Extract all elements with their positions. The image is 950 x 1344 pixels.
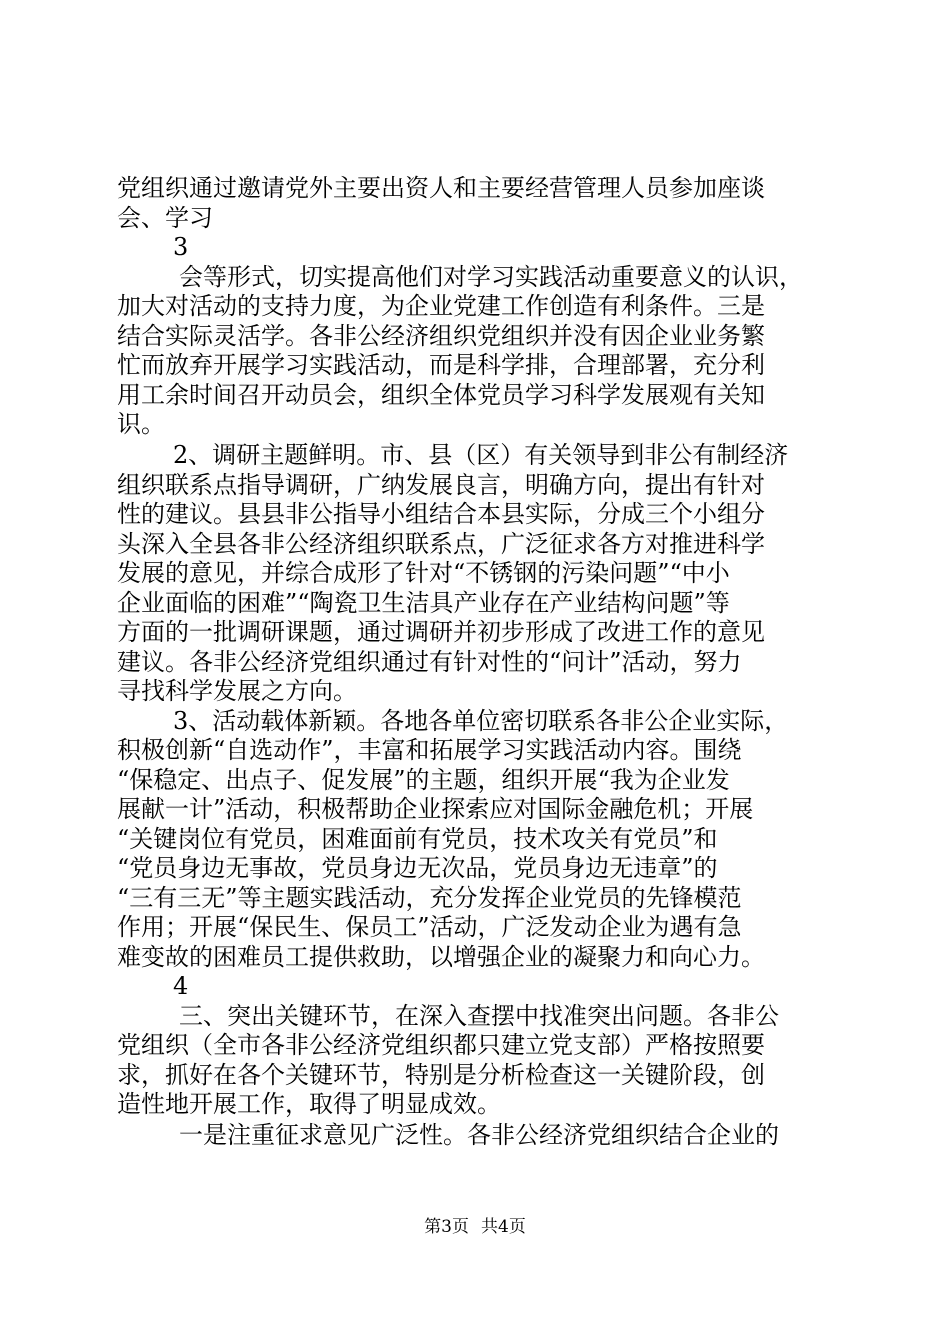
text-line: 忙而放弃开展学习实践活动，而是科学排，合理部署，充分利 [117,351,765,379]
text-line: 作用；开展“保民生、保员工”活动，广泛发动企业为遇有急 [117,913,742,941]
text-line: 党组织（全市各非公经济党组织都只建立党支部）严格按照要 [117,1031,765,1059]
text-line: 性的建议。县县非公指导小组结合本县实际，分成三个小组分 [117,500,765,528]
document-body [117,174,833,1151]
text-line: 造性地开展工作，取得了明显成效。 [117,1090,501,1118]
text-line: “三有三无”等主题实践活动，充分发挥企业党员的先锋模范 [117,883,742,912]
text-line: 寻找科学发展之方向。 [117,677,357,705]
page-footer [0,1216,950,1238]
text-line: 结合实际灵活学。各非公经济组织党组织并没有因企业业务繁 [117,321,765,350]
text-line: 方面的一批调研课题，通过调研并初步形成了改进工作的意见 [117,618,765,646]
text-line: 难变故的困难员工提供救助，以增强企业的凝聚力和向心力。 [117,942,765,971]
text-line: “关键岗位有党员，困难面前有党员，技术攻关有党员”和 [117,824,718,853]
page-marker: 3 [173,233,189,261]
text-line: 加大对活动的支持力度，为企业党建工作创造有利条件。三是 [117,292,765,320]
text-line: 建议。各非公经济党组织通过有针对性的“问计”活动，努力 [117,647,742,676]
text-line: “保稳定、出点子、促发展”的主题，组织开展“我为企业发 [117,765,730,794]
text-line: 求，抓好在各个关键环节，特别是分析检查这一关键阶段，创 [117,1060,765,1089]
paragraph-start: 一是注重征求意见广泛性。各非公经济党组织结合企业的 [179,1120,779,1149]
paragraph-start: 三、突出关键环节，在深入查摆中找准突出问题。各非公 [179,1001,779,1030]
text-line: 党组织通过邀请党外主要出资人和主要经营管理人员参加座谈 [117,174,765,202]
text-line: 会等形式，切实提高他们对学习实践活动重要意义的认识， [179,262,803,291]
page-marker: 4 [173,972,189,1000]
text-line: 用工余时间召开动员会，组织全体党员学习科学发展观有关知 [117,380,765,409]
text-line: 会、学习 [117,203,213,232]
text-line: “党员身边无事故，党员身边无次品，党员身边无违章”的 [117,854,718,882]
text-line: 积极创新“自选动作”，丰富和拓展学习实践活动内容。围绕 [117,736,742,764]
page-number: 第3页 [424,1217,469,1237]
paragraph-start: 3、活动载体新颖。各地各单位密切联系各非公企业实际， [173,706,789,735]
text-line: 发展的意见，并综合成形了针对“不锈钢的污染问题”“中小 [117,559,730,587]
text-line: 企业面临的困难”“陶瓷卫生洁具产业存在产业结构问题”等 [117,588,730,617]
text-line: 组织联系点指导调研，广纳发展良言，明确方向，提出有针对 [117,470,765,499]
page-total: 共4页 [481,1217,526,1237]
text-line: 头深入全县各非公经济组织联系点，广泛征求各方对推进科学 [117,529,765,558]
text-line: 展献一计”活动，积极帮助企业探索应对国际金融危机；开展 [117,795,754,823]
text-line: 识。 [117,410,165,438]
paragraph-start: 2、调研主题鲜明。市、县（区）有关领导到非公有制经济 [173,440,789,469]
